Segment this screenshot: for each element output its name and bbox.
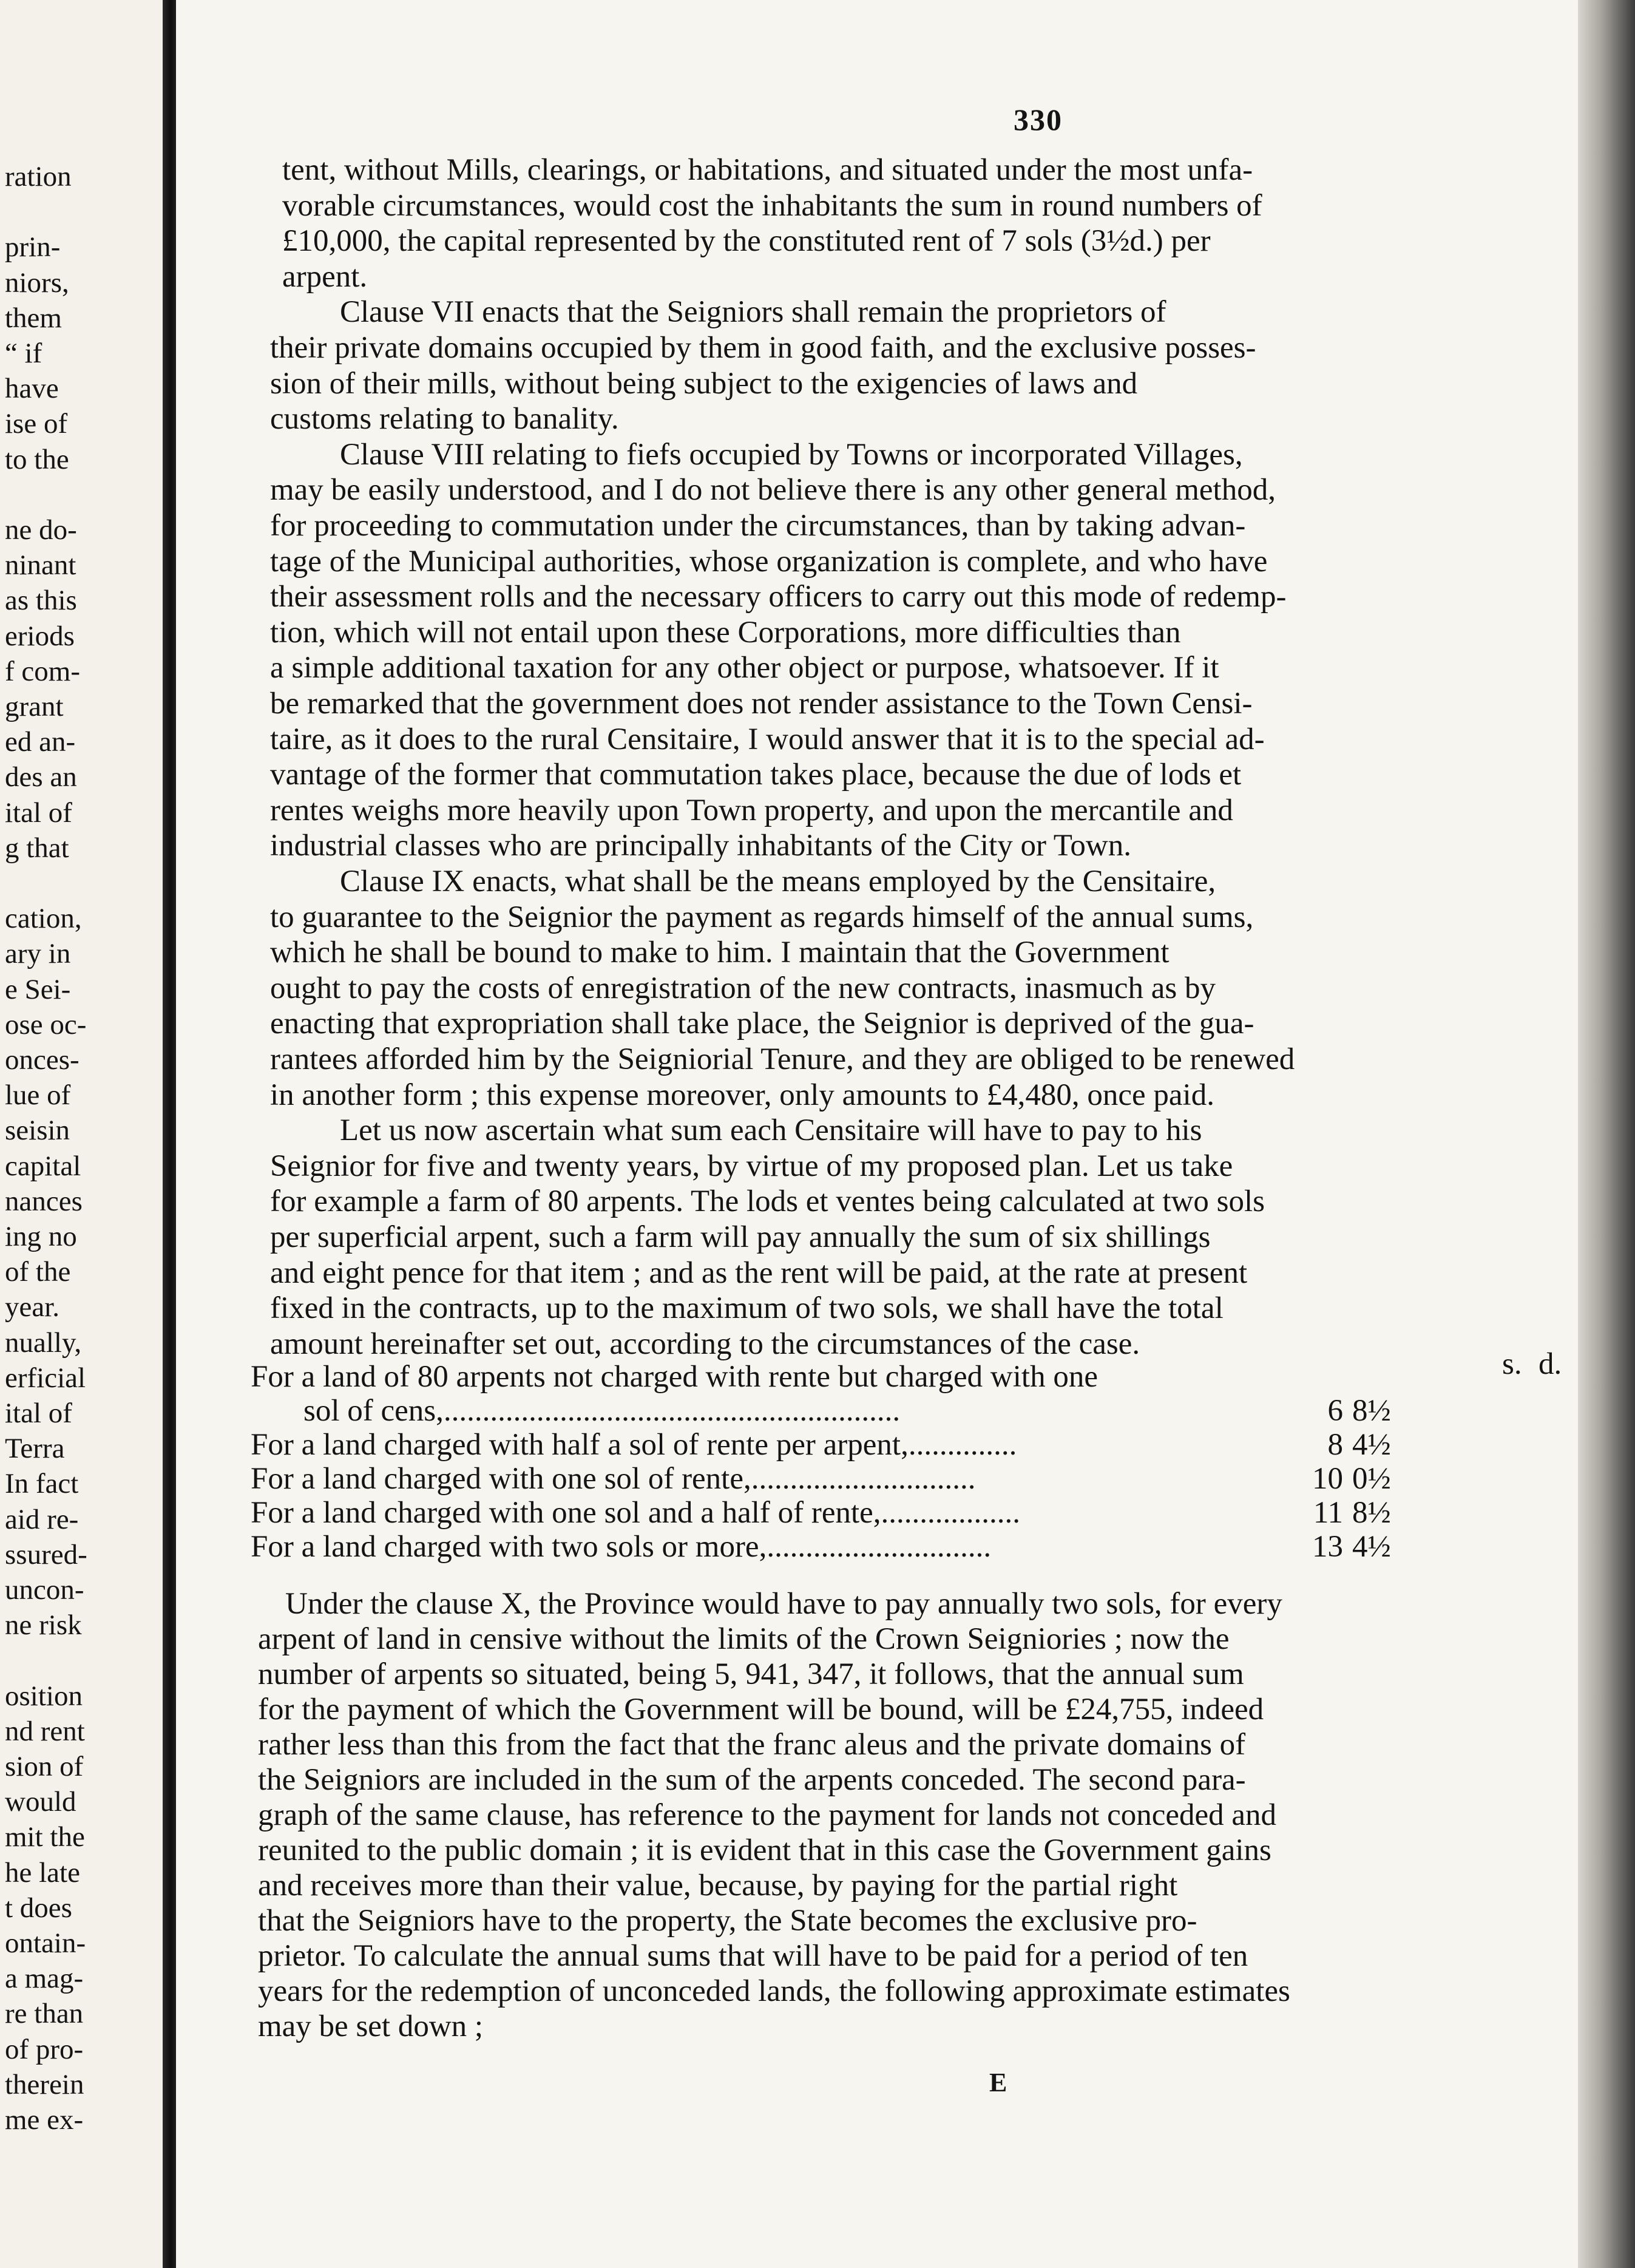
left-page-line: therein <box>5 2068 84 2100</box>
paragraph-line: to guarantee to the Seignior the payment as regards himself of the annual sums, <box>270 900 1254 934</box>
left-page-line: lue of <box>5 1079 71 1112</box>
left-page-line: of the <box>5 1256 71 1288</box>
paragraph-line: rantees afforded him by the Seigniorial Tenure, and they are obliged to be renewed <box>270 1042 1295 1076</box>
left-page-line: ed an- <box>5 726 76 758</box>
left-page-line: year. <box>5 1291 60 1323</box>
paragraph-line: Clause VII enacts that the Seigniors shall remain the proprietors of <box>340 295 1166 330</box>
paragraph-line: Let us now ascertain what sum each Censitaire will have to pay to his <box>340 1113 1202 1148</box>
left-page-line: ssured- <box>5 1538 87 1570</box>
row-label: For a land charged with half a sol of rente per arpent,.............. <box>251 1428 1017 1462</box>
closing-line: prietor. To calculate the annual sums that will have to be paid for a period of ten <box>258 1939 1248 1973</box>
paragraph-line: for proceeding to commutation under the circumstances, than by taking advan- <box>270 509 1246 543</box>
left-page-line: ne risk <box>5 1609 82 1642</box>
left-page-line: seisin <box>5 1115 70 1147</box>
closing-line: number of arpents so situated, being 5, 941, 347, it follows, that the annual sum <box>258 1657 1244 1691</box>
row-pence: 8½ <box>1352 1496 1391 1530</box>
paragraph-line: £10,000, the capital represented by the constituted rent of 7 sols (3½d.) per <box>282 224 1211 259</box>
left-page-line: uncon- <box>5 1574 84 1606</box>
left-page-line: would <box>5 1786 76 1818</box>
signature-mark: E <box>989 2068 1007 2097</box>
left-page-line: cation, <box>5 903 82 935</box>
paragraph-line: rentes weighs more heavily upon Town property, and upon the mercantile and <box>270 793 1233 827</box>
page-number: 330 <box>1014 103 1063 137</box>
left-page-line: nd rent <box>5 1715 85 1747</box>
paragraph-line: their private domains occupied by them in good faith, and the exclusive posses- <box>270 331 1256 365</box>
paragraph-line: ought to pay the costs of enregistration of the new contracts, inasmuch as by <box>270 971 1216 1005</box>
left-page-line: grant <box>5 691 64 722</box>
paragraph-line: sion of their mills, without being subject to the exigencies of laws and <box>270 366 1138 401</box>
row-pence: 4½ <box>1352 1428 1391 1462</box>
paragraph-line: arpent. <box>282 259 368 294</box>
row-pence: 4½ <box>1352 1530 1391 1564</box>
left-page-line: them <box>5 302 62 334</box>
left-page-line: t does <box>5 1892 72 1924</box>
left-page-line: In fact <box>5 1468 79 1500</box>
left-page-line: ninant <box>5 549 76 582</box>
closing-line: that the Seigniors have to the property, the State becomes the exclusive pro- <box>258 1904 1197 1938</box>
left-page-line: ose oc- <box>5 1008 87 1041</box>
left-page-line: ration <box>5 161 72 192</box>
left-page-line: ne do- <box>5 514 77 546</box>
row-shillings: 10 <box>1312 1462 1343 1496</box>
left-page-line: erficial <box>5 1362 86 1394</box>
row-shillings: 6 <box>1327 1394 1343 1428</box>
row-label: For a land charged with one sol of rente,............................. <box>251 1462 976 1496</box>
paragraph-line: may be easily understood, and I do not believe there is any other general method, <box>270 473 1276 508</box>
paragraph-line: per superficial arpent, such a farm will pay annually the sum of six shillings <box>270 1220 1211 1254</box>
paragraph-line: tion, which will not entail upon these Corporations, more difficulties than <box>270 615 1181 650</box>
left-page-line: sion of <box>5 1751 84 1782</box>
left-page-line: ing no <box>5 1221 77 1252</box>
paragraph-line: which he shall be bound to make to him. I maintain that the Government <box>270 935 1170 970</box>
closing-line: graph of the same clause, has reference to the payment for lands not conceded and <box>258 1798 1277 1832</box>
left-page-line: to the <box>5 443 69 475</box>
row-pence: 0½ <box>1352 1462 1391 1496</box>
left-page-line: nances <box>5 1185 83 1217</box>
row-shillings: 11 <box>1313 1496 1343 1530</box>
left-page-line: “ if <box>5 338 42 369</box>
row-shillings: 13 <box>1312 1530 1343 1564</box>
paragraph-line: and eight pence for that item ; and as the rent will be paid, at the rate at present <box>270 1255 1248 1290</box>
left-page-line: g that <box>5 832 69 864</box>
paragraph-line: for example a farm of 80 arpents. The lods et ventes being calculated at two sols <box>270 1184 1265 1219</box>
paragraph-line: tage of the Municipal authorities, whose organization is complete, and who have <box>270 544 1268 579</box>
paragraph-line: amount hereinafter set out, according to the circumstances of the case. <box>270 1326 1140 1361</box>
row-label: sol of cens,........................................................... <box>303 1394 901 1428</box>
left-page-line: have <box>5 373 59 405</box>
paragraph-line: customs relating to banality. <box>270 402 619 436</box>
paragraph-line: vantage of the former that commutation takes place, because the due of lods et <box>270 758 1242 792</box>
left-page-line: aid re- <box>5 1503 79 1535</box>
left-page-line: of pro- <box>5 2033 84 2065</box>
left-page-line: re than <box>5 1998 84 2030</box>
left-page-line: ital of <box>5 1397 72 1429</box>
page-edge <box>1578 0 1635 2268</box>
closing-line: years for the redemption of unconceded lands, the following approximate estimates <box>258 1974 1290 2008</box>
closing-line: and receives more than their value, because, by paying for the partial right <box>258 1869 1178 1903</box>
closing-line: may be set down ; <box>258 2009 484 2043</box>
left-page-line: a mag- <box>5 1963 84 1995</box>
left-page-line: e Sei- <box>5 973 71 1005</box>
paragraph-line: Clause VIII relating to fiefs occupied by Towns or incorporated Villages, <box>340 437 1243 472</box>
left-page-line: onces- <box>5 1044 80 1076</box>
left-page-line: ary in <box>5 938 71 970</box>
paragraph-line: fixed in the contracts, up to the maximum of two sols, we shall have the total <box>270 1291 1224 1326</box>
document-page <box>176 0 1578 2268</box>
left-page-line: he late <box>5 1856 80 1889</box>
closing-line: reunited to the public domain ; it is evident that in this case the Government gains <box>258 1833 1271 1867</box>
paragraph-line: Clause IX enacts, what shall be the means employed by the Censitaire, <box>340 864 1216 898</box>
paragraph-line: tent, without Mills, clearings, or habitations, and situated under the most unfa- <box>282 153 1253 187</box>
row-shillings: 8 <box>1327 1428 1343 1462</box>
closing-line: Under the clause X, the Province would have to pay annually two sols, for every <box>285 1587 1282 1621</box>
row-label: For a land of 80 arpents not charged with rente but charged with one <box>251 1360 1098 1394</box>
row-pence: 8½ <box>1352 1394 1391 1428</box>
left-page-line: niors, <box>5 267 69 299</box>
closing-line: arpent of land in censive without the limits of the Crown Seigniories ; now the <box>258 1622 1230 1656</box>
left-page-line: ontain- <box>5 1927 86 1959</box>
left-page-line: Terra <box>5 1433 65 1465</box>
left-page-fragment <box>0 0 163 2268</box>
left-page-line: nually, <box>5 1326 82 1359</box>
paragraph-line: taire, as it does to the rural Censitaire, I would answer that it is to the special ad- <box>270 722 1265 756</box>
row-label: For a land charged with two sols or more,............................. <box>251 1530 992 1564</box>
paragraph-line: in another form ; this expense moreover, only amounts to £4,480, once paid. <box>270 1078 1214 1112</box>
row-label: For a land charged with one sol and a half of rente,.................. <box>251 1496 1021 1530</box>
paragraph-line: a simple additional taxation for any other object or purpose, whatsoever. If it <box>270 651 1219 685</box>
paragraph-line: be remarked that the government does not render assistance to the Town Censi- <box>270 687 1253 721</box>
left-page-line: as this <box>5 585 77 617</box>
col-shillings-header: s. <box>1502 1347 1522 1381</box>
closing-line: rather less than this from the fact that the franc aleus and the private domains of <box>258 1728 1246 1762</box>
left-page-line: mit the <box>5 1821 85 1853</box>
book-spine <box>163 0 176 2268</box>
col-pence-header: d. <box>1539 1347 1562 1381</box>
closing-line: the Seigniors are included in the sum of the arpents conceded. The second para- <box>258 1763 1246 1797</box>
paragraph-line: industrial classes who are principally inhabitants of the City or Town. <box>270 829 1131 863</box>
left-page-line: me ex- <box>5 2104 84 2136</box>
left-page-line: prin- <box>5 231 61 263</box>
left-page-line: des an <box>5 761 77 793</box>
left-page-line: osition <box>5 1680 83 1712</box>
left-page-line: capital <box>5 1150 81 1182</box>
closing-line: for the payment of which the Government will be bound, will be £24,755, indeed <box>258 1693 1264 1726</box>
paragraph-line: enacting that expropriation shall take place, the Seignior is deprived of the gua- <box>270 1007 1254 1041</box>
paragraph-line: vorable circumstances, would cost the inhabitants the sum in round numbers of <box>282 188 1262 223</box>
left-page-line: f com- <box>5 655 80 687</box>
left-page-line: ital of <box>5 796 72 829</box>
paragraph-line: their assessment rolls and the necessary officers to carry out this mode of redemp- <box>270 580 1287 614</box>
paragraph-line: Seignior for five and twenty years, by virtue of my proposed plan. Let us take <box>270 1149 1233 1183</box>
left-page-line: eriods <box>5 620 75 652</box>
left-page-line: ise of <box>5 408 68 440</box>
